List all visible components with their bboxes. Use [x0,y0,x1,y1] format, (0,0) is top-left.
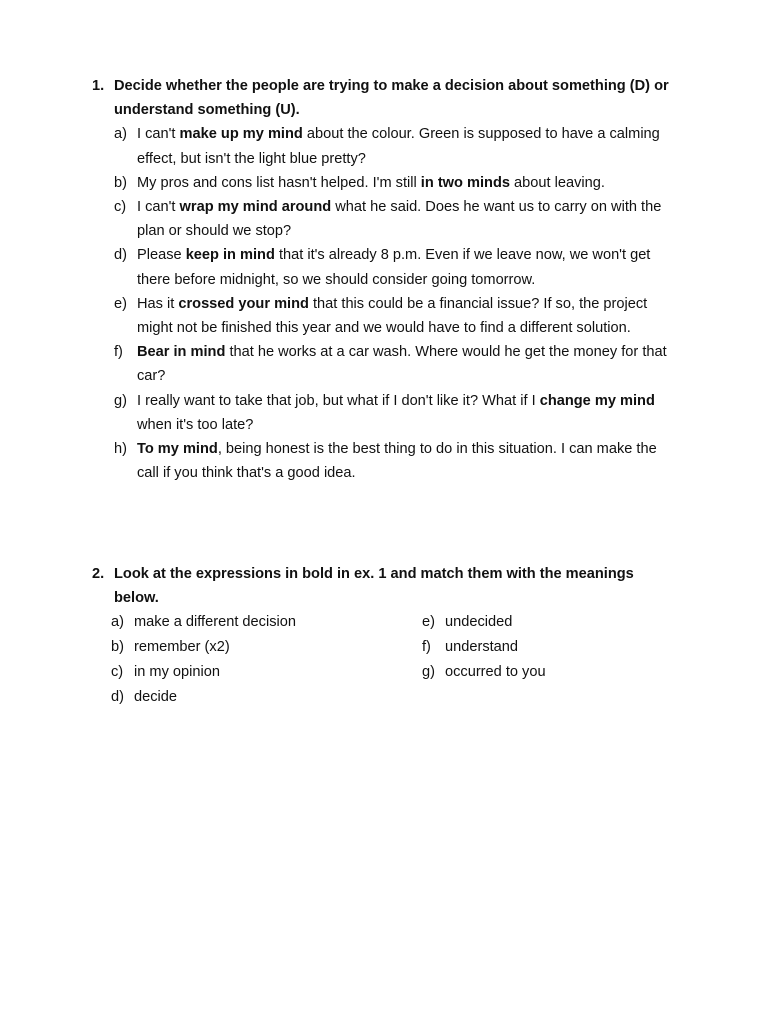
item-text-part: I can't [137,199,180,216]
exercise-1-item [114,122,682,170]
item-text-part: about the colour. Green is supposed to have a calming effect, but isn't the light blue pretty? [137,126,660,167]
exercise-2 [92,562,682,710]
meaning-item [111,635,296,660]
item-text [137,171,682,195]
item-text [137,389,682,437]
exercise-1-heading [92,74,682,122]
bold-expression: wrap my mind around [179,199,332,216]
item-letter: c) [114,199,127,216]
item-text [137,122,682,170]
item-text [137,437,682,485]
item-text-part: about leaving. [509,174,605,191]
item-letter: d) [114,247,127,264]
meaning-text: understand [445,639,519,656]
meaning-letter: c) [111,664,124,680]
item-text-part: , being honest is the best thing to do in this situation. I can make the call if you think that's a good idea. [137,441,657,482]
exercise-2-number: 2. [92,566,105,582]
exercise-1-item [114,292,682,340]
item-text [137,195,682,243]
bold-expression: in two minds [420,174,510,191]
exercise-2-title: Look at the expressions in bold in ex. 1 and match them with the meanings below. [114,566,634,607]
item-letter: a) [114,126,127,143]
meaning-text: in my opinion [134,664,220,680]
item-letter: g) [114,392,127,409]
exercise-2-heading [92,562,682,610]
exercise-1-item [114,243,682,291]
item-text-part: when it's too late? [137,416,254,433]
exercise-1-item [114,171,682,195]
exercise-1-items [92,122,682,485]
meaning-letter: e) [422,614,435,631]
meaning-item [111,610,296,635]
meaning-letter: b) [111,639,124,656]
bold-expression: change my mind [539,392,655,409]
bold-expression: To my mind [137,441,218,458]
meaning-item [422,610,546,635]
item-text-part: that he works at a car wash. Where would he get the money for that car? [137,344,667,385]
exercise-1-item [114,340,682,388]
exercise-1-item [114,389,682,437]
meaning-text: occurred to you [445,664,546,680]
meaning-letter: a) [111,614,124,631]
item-text-part: Please [137,247,186,264]
item-text [137,292,682,340]
meaning-text: make a different decision [134,614,296,631]
item-letter: h) [114,441,127,458]
item-text-part: that this could be a financial issue? If so, the project might not be finished this year and we would have to find a different solution. [137,295,648,337]
meaning-letter: g) [422,664,435,680]
bold-expression: make up my mind [179,126,303,143]
exercise-1 [92,74,682,485]
meaning-item [422,660,546,685]
meaning-letter: d) [111,688,124,705]
item-text-part: that it's already 8 p.m. Even if we leave now, we won't get there before midnight, so we should consider going tomorrow. [137,247,651,288]
meanings-left-column [111,610,296,709]
meaning-text: decide [134,688,178,705]
item-text [137,340,682,388]
meaning-text: undecided [445,614,513,631]
meaning-text: remember (x2) [134,639,230,656]
exercise-1-title: Decide whether the people are trying to make a decision about something (D) or understand something (U). [114,78,669,119]
meanings-list [111,610,682,710]
item-letter: b) [114,174,127,191]
exercise-1-item [114,437,682,485]
item-letter: f) [114,344,123,361]
meaning-item [111,685,296,710]
item-text-part: Has it [137,295,179,312]
item-text-part: My pros and cons list hasn't helped. I'm still [137,174,421,191]
bold-expression: Bear in mind [137,344,226,361]
meaning-item [111,660,296,685]
item-letter: e) [114,295,127,312]
item-text-part: I can't [137,126,180,143]
meanings-right-column [422,610,546,684]
exercise-1-item [114,195,682,243]
bold-expression: crossed your mind [178,295,309,312]
item-text-part: what he said. Does he want us to carry on with the plan or should we stop? [137,199,662,240]
bold-expression: keep in mind [185,247,275,264]
meaning-item [422,635,546,660]
item-text [137,243,682,291]
exercise-1-number: 1. [92,78,105,94]
meaning-letter: f) [422,639,431,656]
item-text-part: I really want to take that job, but what if I don't like it? What if I [137,392,540,409]
